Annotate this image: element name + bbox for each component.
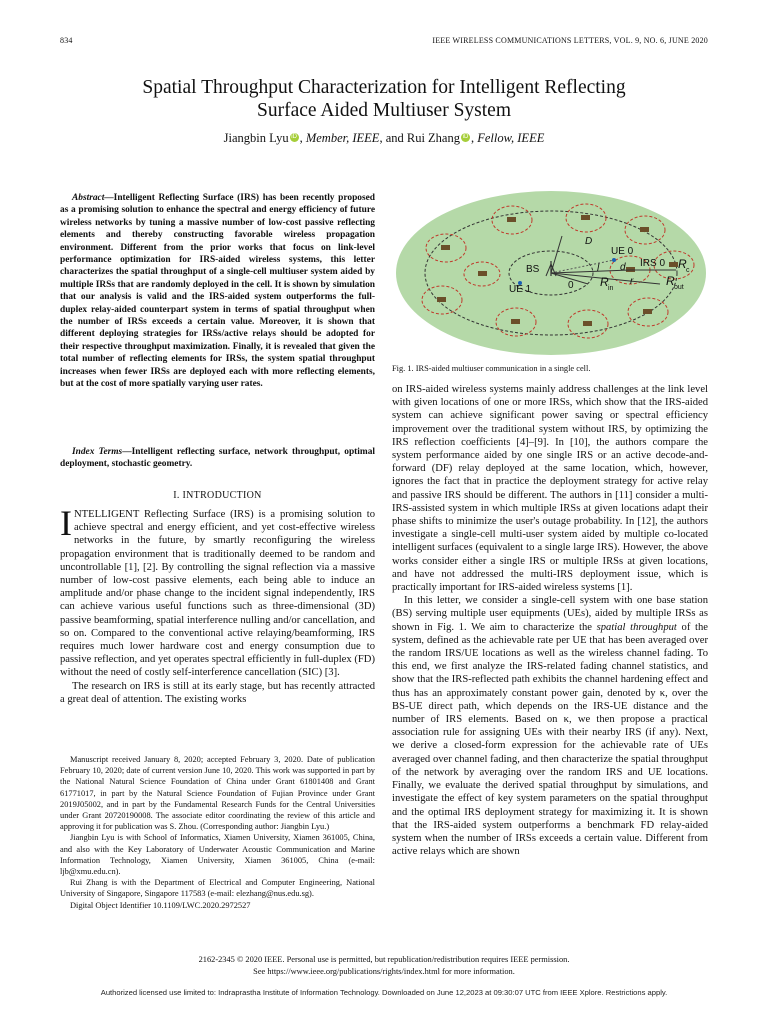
label-bs: BS bbox=[526, 264, 540, 275]
label-rc: R bbox=[678, 257, 687, 271]
right-paragraph-1: on IRS-aided wireless systems mainly address challenges at the link level with given locations of one or more IRSs, which show that the IRS-aided system can achieve significant power saving or spectral efficiency improvement over the traditional system without IRS, by optimizing the IRS reflection coefficients [4]–[9]. In [10], the authors compare the system performance aided by one single IRS or an active decode-and-forward (DF) relay deployed at the same location, which, however, ignores the fact that in practice the deployment strategy for active relay and passive IRS should be different. The authors in [11] consider a multi-IRS-assisted system in which multiple IRSs at given locations adapt their phase shifts to minimize the user's outage probability. In [12], the authors investigate a single-cell multi-user system aided by multiple co-located intelligent surfaces (equivalent to a single large IRS). However, the above works consider either a single IRS or multiple IRSs at given locations, and have not addressed the multi-IRS deployment issue, which is practically important for IRS-aided wireless systems [1]. bbox=[392, 384, 708, 594]
label-d: d bbox=[620, 262, 626, 273]
intro-paragraph-1: NTELLIGENT Reflecting Surface (IRS) is a promising solution to achieve spectral and energy efficient, and yet cost-effective wireless networks in the future, by smartly reconfiguring the wireless propagation environment that is traditionally deemed to be random and uncontrollable [1], [2]. By controlling the signal reflection via a massive number of low-cost passive elements, each being able to induce an amplitude and/or phase change to the incident signal independently, IRS can achieve various useful functions such as three-dimensional (3D) passive beamforming, spatial interference nulling and/or cancellation, and so on. Compared to the conventional active relaying/beamforming, IRS requires much lower hardware cost and energy consumption due to passive reflection, and yet operates spectral efficiently in full-duplex (FD) without the need of costly self-interference cancellation (SIC) [3]. bbox=[60, 509, 375, 679]
label-rout-sub: out bbox=[674, 284, 684, 291]
index-terms bbox=[60, 446, 375, 471]
label-rin-sub: in bbox=[608, 285, 614, 292]
label-rc-sub: c bbox=[686, 267, 690, 274]
right-paragraph-2-part-b: of the system, defined as the achievable rate per UE that has been averaged over the random IRS/UE locations as well as the wireless channel fading. To this end, we first analyze the IRS-related fading channel statistics, and show that the IRS-reflected path exhibits the channel hardening effect and thus has an approximately constant power gain, denoted by κ, over the BS-UE direct path, which depends on the IRS-UE distance and the number of IRS elements. Based on κ, we then propose a practical association rule for assigning UEs with their nearby IRS (if any). Next, we derive a closed-form expression for the achievable rate of UEs averaged over channel fading, and then characterize the spatial throughput of the network by averaging over the random IRS and UE locations. Finally, we evaluate the derived spatial throughput by simulations, and investigate the effect of key system parameters on the spatial throughput and the optimal IRS deployment strategy for maximizing it. It is shown that the IRS-aided system outperforms a benchmark FD relay-aided system when the number of IRSs exceeds a certain value. Different from active relays which are shown bbox=[392, 621, 708, 858]
figure-caption: Fig. 1. IRS-aided multiuser communication in a single cell. bbox=[392, 364, 591, 373]
footnotes bbox=[60, 754, 375, 911]
label-d-upper: D bbox=[585, 236, 593, 247]
intro-paragraph-2: The research on IRS is still at its early stage, but has recently attracted a great deal of attention. The existing works bbox=[60, 680, 375, 705]
abstract-text: —Intelligent Reflecting Surface (IRS) has been recently proposed as a promising solution to enhance the spectral and energy efficiency of future wireless networks by tuning a massive number of low-cost passive reflecting elements and thereby constructing favorable wireless propagation environment. Different from the prior works that focus on link-level performance optimization for IRS-aided wireless systems, this letter characterizes the spatial throughput of a single-cell multiuser system aided by multiple IRSs that are randomly deployed in the cell. It is shown by simulation that our analysis is valid and the IRS-aided system outperforms the full-duplex relay-aided counterpart system in terms of spatial throughput when the number of IRSs exceeds a certain value. Moreover, it is shown that different deploying strategies for IRSs/active relays should be adopted for their respective throughput maximization. Finally, it is revealed that given the total number of reflecting elements for IRSs, the system spatial throughput increases when fewer IRSs are deployed each with more reflecting elements, but at the cost of more spatially varying user rates. bbox=[60, 193, 375, 390]
label-ue0: UE 0 bbox=[611, 246, 634, 257]
right-column-text bbox=[392, 383, 708, 858]
title-line-1: Spatial Throughput Characterization for Intelligent Reflecting bbox=[142, 77, 626, 98]
page-number: 834 bbox=[60, 36, 73, 45]
abstract-label: Abstract bbox=[72, 193, 105, 203]
label-zero: 0 bbox=[568, 280, 574, 291]
orcid-icon[interactable]: iD bbox=[291, 134, 297, 140]
author-1-role: Member, IEEE bbox=[305, 131, 380, 145]
figure-1 bbox=[392, 188, 710, 358]
authorized-use-notice: Authorized licensed use limited to: Indraprastha Institute of Information Technology. Downloaded on June 12,2023 at 09:30:07 UTC from IEEE Xplore. Restrictions apply. bbox=[100, 988, 668, 997]
author-2: , and Rui Zhang bbox=[379, 131, 460, 145]
index-terms-text: —Intelligent reflecting surface, network throughput, optimal deployment, stochastic geometry. bbox=[60, 447, 375, 470]
intro-text bbox=[60, 503, 375, 706]
section-heading-introduction: I. INTRODUCTION bbox=[173, 490, 262, 501]
journal-header: IEEE WIRELESS COMMUNICATIONS LETTERS, VOL. 9, NO. 6, JUNE 2020 bbox=[432, 36, 708, 45]
orcid-icon[interactable]: iD bbox=[462, 134, 469, 140]
label-r: r bbox=[630, 276, 634, 287]
drop-cap: I bbox=[60, 503, 72, 543]
abstract bbox=[60, 192, 375, 391]
author-1: Jiangbin Lyu bbox=[223, 131, 289, 145]
ue0-marker bbox=[612, 258, 616, 262]
irs-cell-diagram bbox=[392, 188, 710, 358]
label-rout: R bbox=[666, 274, 675, 288]
index-terms-label: Index Terms bbox=[72, 447, 123, 457]
footnote-doi: Digital Object Identifier 10.1109/LWC.2020.2972527 bbox=[70, 900, 251, 910]
copyright-line-2: See https://www.ieee.org/publications/rights/index.html for more information. bbox=[253, 967, 515, 976]
label-l: l bbox=[597, 263, 600, 274]
author-line: Jiangbin Lyu iD , Member, IEEE, and Rui Zhang iD , Fellow, IEEE bbox=[223, 131, 545, 145]
right-paragraph-2-part-a: In this letter, we consider a single-cell system with one base station (BS) serving multiple user equipments (UEs), aided by multiple IRSs as shown in Fig. 1. We aim to characterize the bbox=[392, 595, 708, 633]
label-rin: R bbox=[600, 275, 609, 289]
label-irs0: IRS 0 bbox=[640, 258, 666, 269]
spatial-throughput-emphasis: spatial throughput bbox=[596, 621, 677, 633]
footnote-author-1: Jiangbin Lyu is with School of Informatics, Xiamen University, Xiamen 361005, China, and also with the Key Laboratory of Underwater Acoustic Communication and Marine Information Technology, Xiamen University, Xiamen 361005, China (e-mail: ljb@xmu.edu.cn). bbox=[60, 833, 375, 877]
title-line-2: Surface Aided Multiuser System bbox=[256, 100, 511, 121]
author-2-role: Fellow, IEEE bbox=[477, 131, 545, 145]
footnote-manuscript: Manuscript received January 8, 2020; accepted February 3, 2020. Date of publication February 10, 2020; date of current version June 10, 2020. This work was supported in part by the National Natural Science Foundation of China under Grant 61801408 and Grant 61771017, in part by the Natural Science Foundation of Fujian Province under Grant 2019J05002, and in part by the Fundamental Research Funds for the Central Universities under Grant 20720190008. The associate editor coordinating the review of this article and approving it for publication was S. Zhou. (Corresponding author: Jiangbin Lyu.) bbox=[60, 755, 375, 832]
paper-title bbox=[60, 76, 708, 122]
label-ue1: UE 1 bbox=[509, 284, 532, 295]
footnote-author-2: Rui Zhang is with the Department of Electrical and Computer Engineering, National University of Singapore, Singapore 117583 (e-mail: elezhang@nus.edu.sg). bbox=[60, 878, 375, 899]
right-paragraph-2 bbox=[392, 594, 708, 858]
copyright-line-1: 2162-2345 © 2020 IEEE. Personal use is permitted, but republication/redistribution requires IEEE permission. bbox=[198, 955, 570, 964]
